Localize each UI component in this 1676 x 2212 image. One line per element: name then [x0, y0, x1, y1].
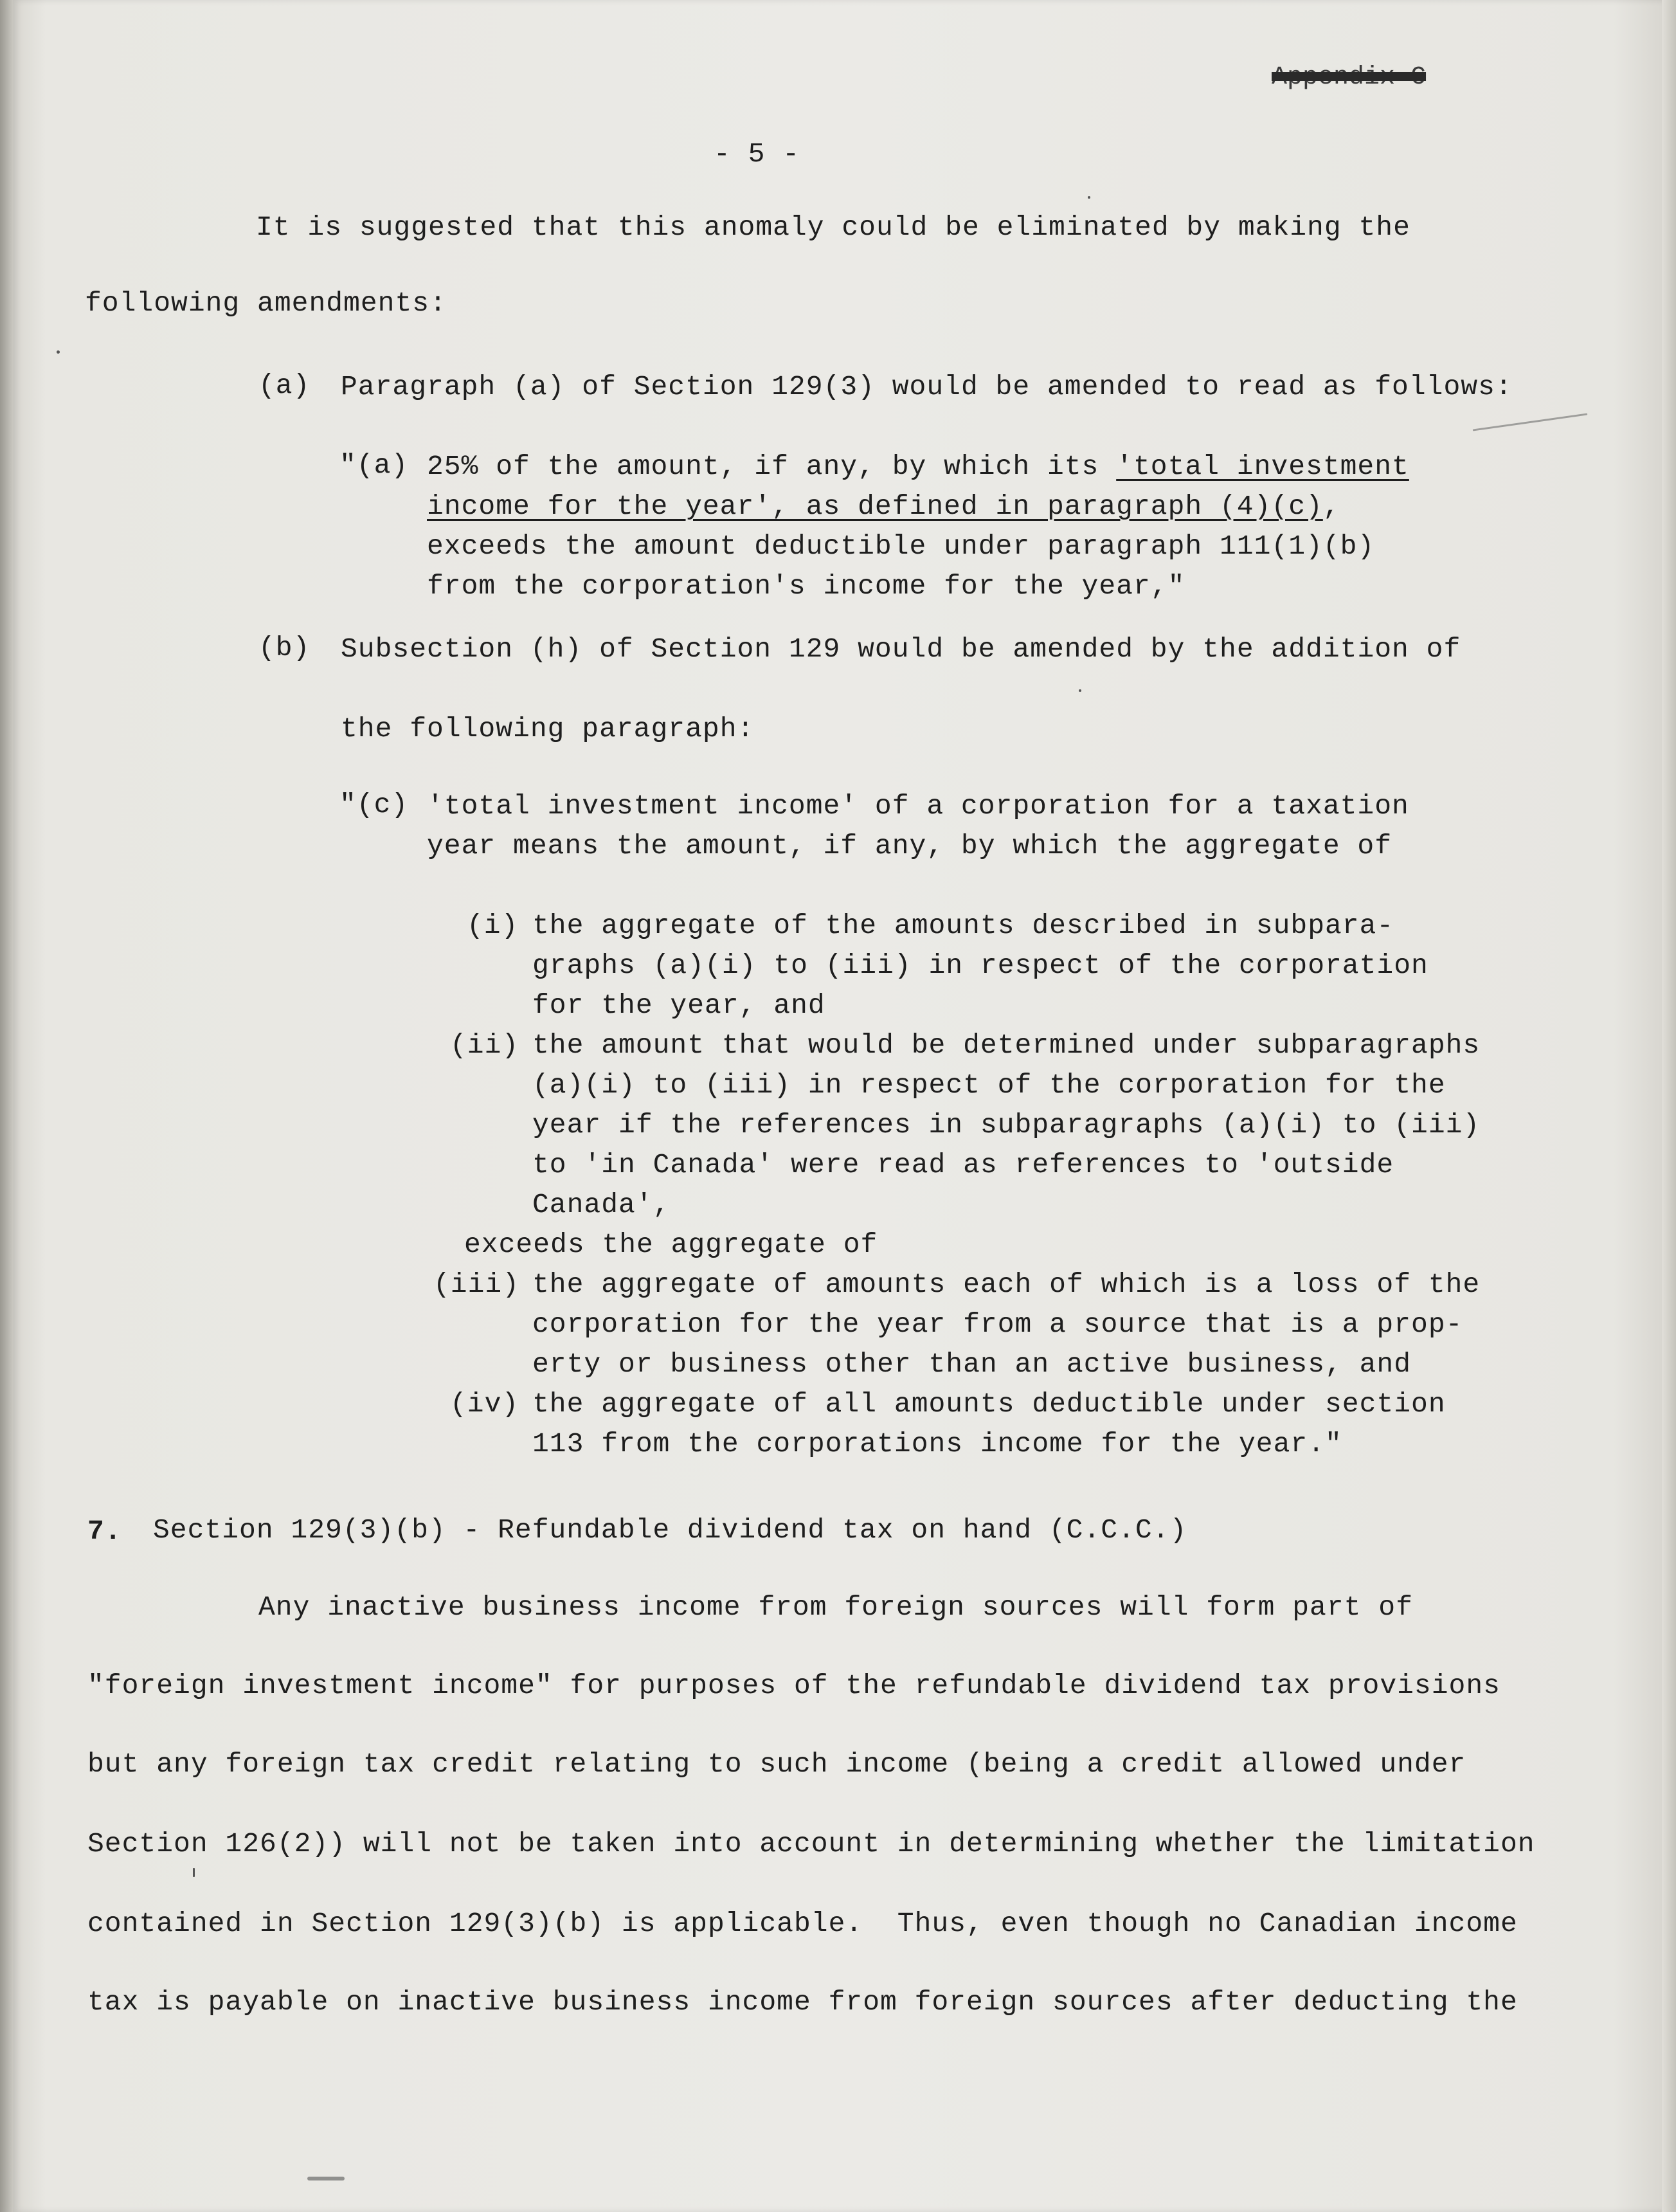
section-7-para-line-4: Section 126(2)) will not be taken into account in determining whether the limitation — [87, 1828, 1535, 1860]
amendment-b-line-1: Subsection (h) of Section 129 would be amended by the addition of — [341, 633, 1461, 665]
item-iv-marker: (iv) — [450, 1388, 519, 1420]
speck-1 — [57, 350, 60, 354]
item-iv-line-1: the aggregate of all amounts deductible under section — [532, 1388, 1446, 1420]
item-i-marker: (i) — [467, 910, 519, 941]
section-7-para-line-6: tax is payable on inactive business income from foreign sources after deducting the — [87, 1986, 1518, 2018]
page-number: - 5 - — [714, 138, 800, 170]
item-iv-line-2: 113 from the corporations income for the year." — [532, 1428, 1342, 1460]
speck-3 — [1088, 196, 1090, 199]
quote-a-line-2-underlined: income for the year', as defined in paragraph (4)(c) — [427, 491, 1323, 522]
item-i-line-2: graphs (a)(i) to (iii) in respect of the corporation — [532, 950, 1428, 981]
section-7-para-line-2: "foreign investment income" for purposes of the refundable dividend tax provisions — [87, 1670, 1500, 1701]
item-ii-line-2: (a)(i) to (iii) in respect of the corporation for the — [532, 1069, 1446, 1101]
amendment-a-marker: (a) — [258, 370, 311, 401]
item-ii-line-4: to 'in Canada' were read as references to 'outside — [532, 1149, 1394, 1181]
intro-line-1: It is suggested that this anomaly could be eliminated by making the — [256, 212, 1410, 243]
item-ii-marker: (ii) — [450, 1029, 519, 1061]
amendment-b-line-2: the following paragraph: — [341, 713, 755, 745]
quote-a-line-1 — [427, 453, 1409, 480]
item-iii-line-3: erty or business other than an active business, and — [532, 1348, 1412, 1380]
quote-b-marker: "(c) — [339, 789, 409, 820]
quote-a-line-1-pre: 25% of the amount, if any, by which its — [427, 451, 1117, 482]
page-right-edge — [1662, 0, 1676, 2212]
page-left-edge — [0, 0, 13, 2212]
speck-2 — [1079, 689, 1081, 692]
section-7-heading: Section 129(3)(b) - Refundable dividend tax on hand (C.C.C.) — [153, 1514, 1187, 1546]
bottom-smudge — [307, 2177, 345, 2180]
corner-mark: Appendix C — [1272, 63, 1427, 92]
document-page — [13, 0, 1663, 2212]
intro-line-2: following amendments: — [85, 287, 447, 319]
item-ii-line-1: the amount that would be determined under subparagraphs — [532, 1029, 1481, 1061]
speck-4 — [193, 1868, 195, 1877]
quote-a-line-1-underlined: 'total investment — [1116, 451, 1409, 482]
section-7-number: 7. — [87, 1516, 122, 1547]
quote-a-line-3: exceeds the amount deductible under paragraph 111(1)(b) — [427, 530, 1375, 562]
section-7-para-line-3: but any foreign tax credit relating to such income (being a credit allowed under — [87, 1748, 1466, 1780]
quote-a-line-4: from the corporation's income for the year," — [427, 570, 1185, 602]
item-ii-line-5: Canada', — [532, 1189, 671, 1220]
quote-a-marker: "(a) — [339, 449, 409, 481]
item-ii-line-3: year if the references in subparagraphs (a)(i) to (iii) — [532, 1109, 1481, 1141]
item-iii-line-2: corporation for the year from a source that is a prop- — [532, 1309, 1463, 1340]
exceeds-line: exceeds the aggregate of — [464, 1229, 878, 1260]
pencil-stroke — [1473, 413, 1588, 431]
section-7-para-line-1: Any inactive business income from foreign sources will form part of — [258, 1591, 1413, 1623]
item-i-line-1: the aggregate of the amounts described in subpara- — [532, 910, 1394, 941]
amendment-b-marker: (b) — [258, 632, 311, 664]
quote-a-line-2-post: , — [1322, 491, 1340, 522]
quote-b-line-2: year means the amount, if any, by which the aggregate of — [427, 830, 1392, 862]
amendment-a-text: Paragraph (a) of Section 129(3) would be amended to read as follows: — [341, 371, 1513, 403]
item-iii-line-1: the aggregate of amounts each of which is a loss of the — [532, 1269, 1481, 1300]
section-7-para-line-5: contained in Section 129(3)(b) is applicable. Thus, even though no Canadian income — [87, 1908, 1518, 1939]
item-i-line-3: for the year, and — [532, 990, 825, 1021]
item-iii-marker: (iii) — [433, 1269, 520, 1300]
quote-a-line-2 — [427, 493, 1340, 520]
quote-b-line-1: 'total investment income' of a corporation for a taxation — [427, 790, 1409, 822]
